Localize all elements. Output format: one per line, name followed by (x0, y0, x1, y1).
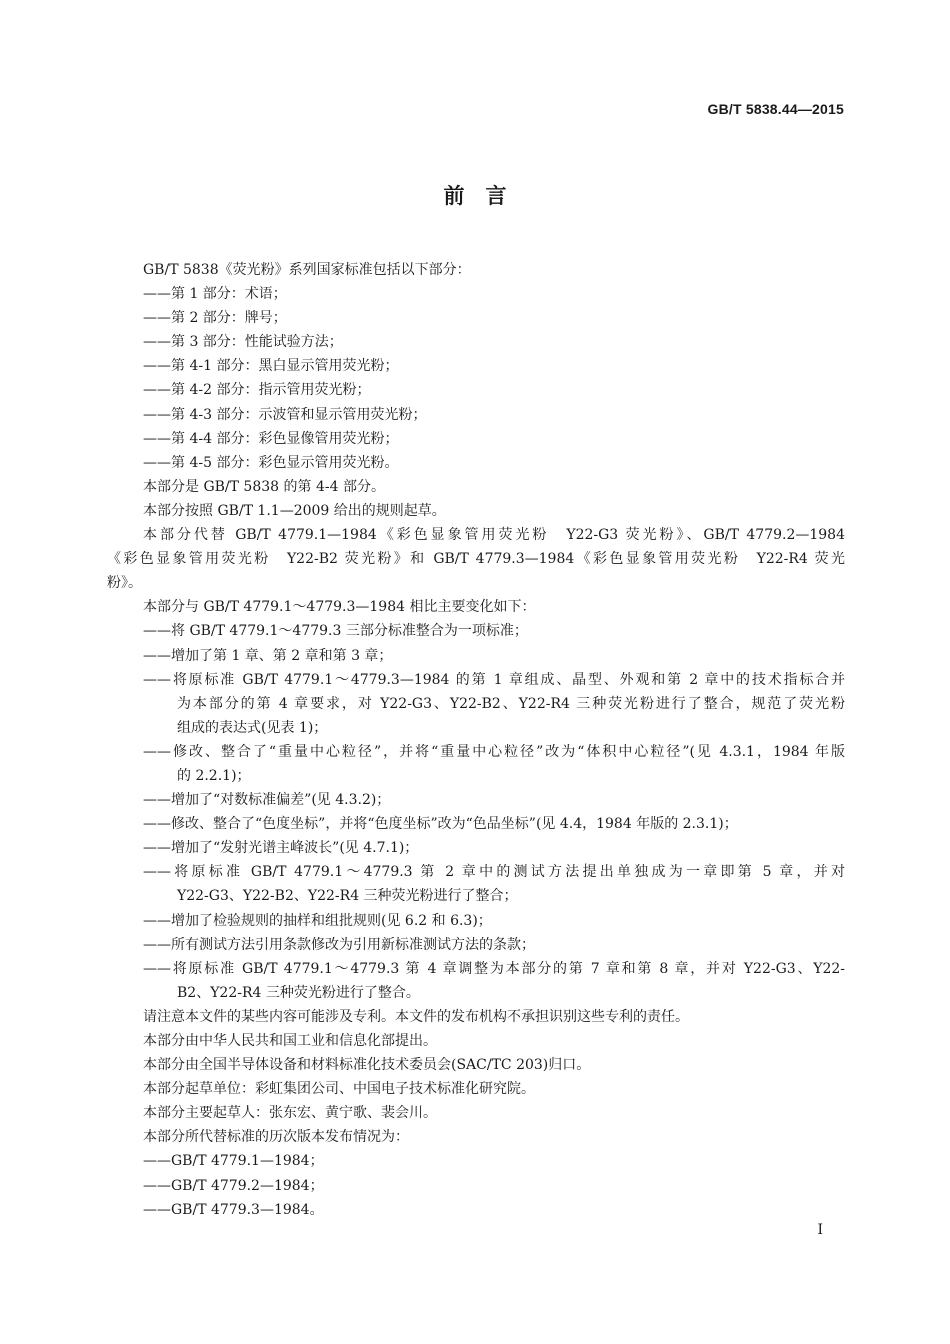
text-line: 粉》。 (107, 575, 142, 592)
text-line: 本部分是 GB/T 5838 的第 4-4 部分。 (143, 478, 385, 495)
text-line: 本部分与 GB/T 4779.1～4779.3—1984 相比主要变化如下： (143, 599, 536, 616)
text-line: ——将原标准 GB/T 4779.1～4779.3—1984 的第 1 章组成、晶型、外观和第 2 章中的技术指标合并 (143, 671, 845, 688)
foreword-body (107, 258, 845, 1222)
text-line: B2、Y22-R4 三种荧光粉进行了整合。 (177, 984, 420, 1001)
text-line: 本部分按照 GB/T 1.1—2009 给出的规则起草。 (143, 502, 446, 519)
text-line: ——所有测试方法引用条款修改为引用新标准测试方法的条款； (143, 936, 535, 953)
text-line: ——第 1 部分：术语； (143, 286, 287, 303)
text-line: ——将原标准 GB/T 4779.1～4779.3 第 2 章中的测试方法提出单独成为一章即第 5 章，并对 (143, 864, 845, 881)
text-line: 本部分主要起草人：张东宏、黄宁歌、裴会川。 (143, 1105, 437, 1122)
page-title: 前 言 (443, 184, 507, 208)
text-line: 《彩色显象管用荧光粉 Y22-B2 荧光粉》和 GB/T 4779.3—1984《彩色显象管用荧光粉 Y22-R4 荧光 (107, 551, 845, 568)
text-line: 本部分起草单位：彩虹集团公司、中国电子技术标准化研究院。 (143, 1081, 535, 1098)
text-line: ——第 3 部分：性能试验方法； (143, 334, 343, 351)
text-line: Y22-G3、Y22-B2、Y22-R4 三种荧光粉进行了整合； (177, 888, 518, 905)
text-line: ——增加了检验规则的抽样和组批规则(见 6.2 和 6.3)； (143, 912, 492, 929)
text-line: ——第 4-2 部分：指示管用荧光粉； (143, 382, 371, 399)
text-line: ——第 4-3 部分：示波管和显示管用荧光粉； (143, 406, 427, 423)
text-line: 本部分由中华人民共和国工业和信息化部提出。 (143, 1033, 437, 1049)
text-line: 为本部分的第 4 章要求，对 Y22-G3、Y22-B2、Y22-R4 三种荧光粉进行了整合，规范了荧光粉 (177, 695, 845, 712)
text-line: ——GB/T 4779.1—1984； (143, 1153, 324, 1170)
text-line: ——第 4-4 部分：彩色显像管用荧光粉； (143, 430, 399, 447)
text-line: ——第 2 部分：牌号； (143, 310, 287, 327)
text-line: ——增加了“发射光谱主峰波长”(见 4.7.1)； (143, 840, 419, 857)
text-line: 本部分由全国半导体设备和材料标准化技术委员会(SAC/TC 203)归口。 (143, 1057, 591, 1074)
text-line: ——GB/T 4779.3—1984。 (143, 1201, 324, 1218)
text-line: ——将 GB/T 4779.1～4779.3 三部分标准整合为一项标准； (143, 623, 528, 640)
text-line: 请注意本文件的某些内容可能涉及专利。本文件的发布机构不承担识别这些专利的责任。 (143, 1008, 689, 1025)
text-line: GB/T 5838《荧光粉》系列国家标准包括以下部分： (143, 262, 471, 278)
text-line: 的 2.2.1)； (177, 767, 251, 784)
text-line: ——增加了“对数标准偏差”(见 4.3.2)； (143, 792, 391, 809)
text-line: ——修改、整合了“重量中心粒径”，并将“重量中心粒径”改为“体积中心粒径”(见 4.3.1，1984 年版 (143, 743, 845, 760)
text-line: 本部分所代替标准的历次版本发布情况为： (143, 1129, 409, 1146)
text-line: ——第 4-5 部分：彩色显示管用荧光粉。 (143, 454, 399, 471)
text-line: ——将原标准 GB/T 4779.1～4779.3 第 4 章调整为本部分的第 7 章和第 8 章，并对 Y22-G3、Y22- (143, 960, 845, 977)
page-number: I (817, 1222, 823, 1238)
text-line: 组成的表达式(见表 1)； (177, 719, 328, 736)
text-line: ——修改、整合了“色度坐标”，并将“色度坐标”改为“色品坐标”(见 4.4，1984 年版的 2.3.1)； (143, 816, 738, 833)
text-line: ——增加了第 1 章、第 2 章和第 3 章； (143, 647, 393, 664)
text-line: ——GB/T 4779.2—1984； (143, 1177, 324, 1194)
standard-number: GB/T 5838.44—2015 (707, 101, 844, 117)
text-line: ——第 4-1 部分：黑白显示管用荧光粉； (143, 358, 399, 375)
text-line: 本部分代替 GB/T 4779.1—1984《彩色显象管用荧光粉 Y22-G3 荧光粉》、GB/T 4779.2—1984 (143, 527, 845, 544)
